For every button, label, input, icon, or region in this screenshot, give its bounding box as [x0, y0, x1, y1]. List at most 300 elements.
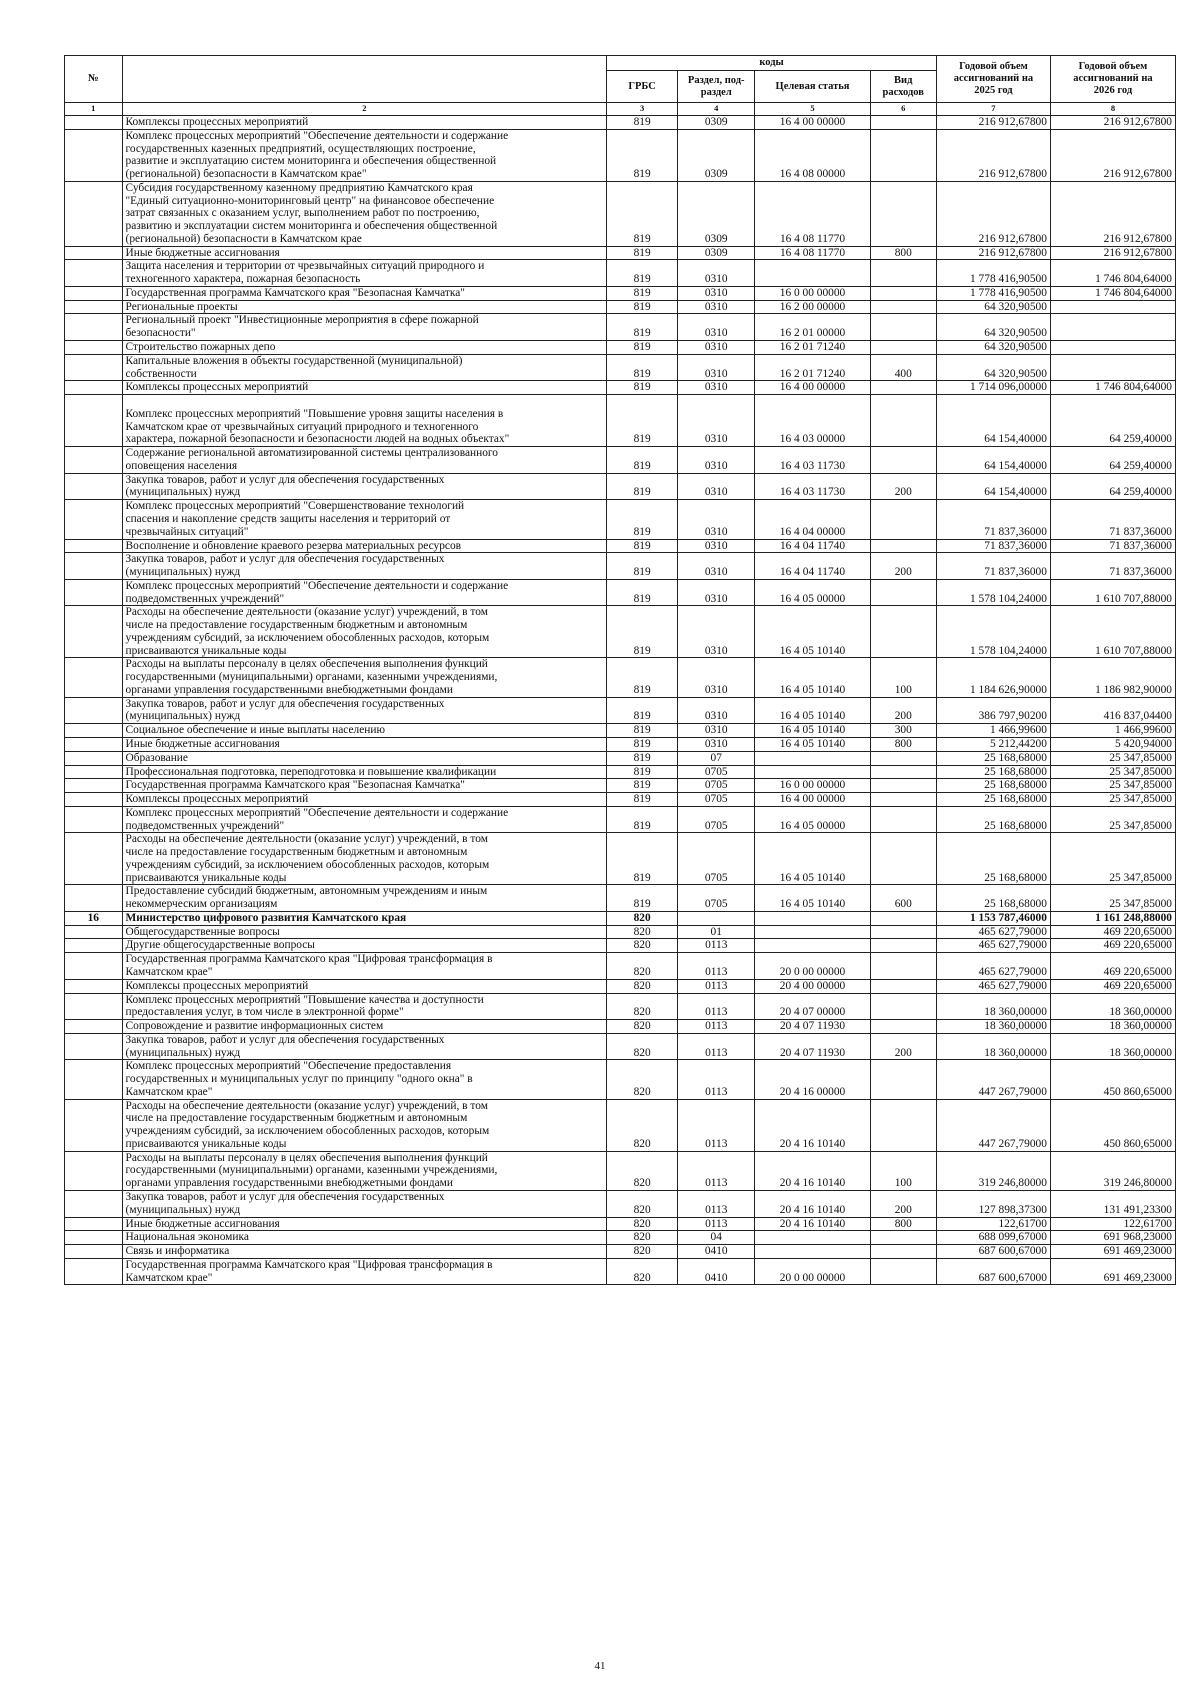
row-value-2026: 1 610 707,88000: [1050, 606, 1175, 658]
row-value-2025: 216 912,67800: [936, 246, 1050, 260]
row-grbs: 819: [607, 885, 678, 912]
row-grbs: 819: [607, 833, 678, 885]
row-grbs: 820: [607, 1099, 678, 1151]
row-target: 16 4 05 10140: [755, 724, 870, 738]
row-target: [755, 765, 870, 779]
row-number: [65, 500, 123, 539]
row-number: [65, 579, 123, 606]
row-name: Комплексы процессных мероприятий: [122, 979, 607, 993]
row-grbs: 819: [607, 500, 678, 539]
table-row: [65, 724, 1176, 738]
table-row: [65, 793, 1176, 807]
row-name: Социальное обеспечение и иные выплаты населению: [122, 724, 607, 738]
row-target: 20 4 07 11930: [755, 1020, 870, 1034]
budget-table: [64, 55, 1176, 1285]
row-grbs: 819: [607, 579, 678, 606]
row-grbs: 820: [607, 925, 678, 939]
table-row: [65, 395, 1176, 447]
row-value-2025: 64 154,40000: [936, 473, 1050, 500]
row-grbs: 820: [607, 1191, 678, 1218]
row-name: Восполнение и обновление краевого резерва материальных ресурсов: [122, 539, 607, 553]
column-index: 2: [122, 103, 607, 116]
row-value-2026: 25 347,85000: [1050, 765, 1175, 779]
row-name: Общегосударственные вопросы: [122, 925, 607, 939]
row-exptype: [870, 381, 936, 395]
row-value-2025: 25 168,68000: [936, 885, 1050, 912]
row-number: [65, 779, 123, 793]
row-value-2026: 71 837,36000: [1050, 500, 1175, 539]
table-row: [65, 979, 1176, 993]
row-section: 0310: [678, 354, 755, 381]
row-value-2025: 687 600,67000: [936, 1258, 1050, 1285]
row-exptype: 200: [870, 473, 936, 500]
row-section: 07: [678, 751, 755, 765]
row-grbs: 820: [607, 939, 678, 953]
row-number: 16: [65, 911, 123, 925]
row-value-2025: 71 837,36000: [936, 553, 1050, 580]
row-value-2025: 216 912,67800: [936, 116, 1050, 130]
row-section: 0310: [678, 341, 755, 355]
row-target: 20 4 16 00000: [755, 1060, 870, 1099]
row-name: Субсидия государственному казенному предприятию Камчатского края "Единый ситуационно-мониторинговый центр" на финансовое обеспечение затрат связанных с оказанием услуг, выполнением работ по построению, развитию и эксплуатации систем мониторинга и обеспечения общественной (региональной) безопасности в Камчатском крае: [122, 181, 607, 246]
row-grbs: 819: [607, 341, 678, 355]
row-grbs: 819: [607, 697, 678, 724]
row-exptype: [870, 925, 936, 939]
row-target: [755, 925, 870, 939]
row-value-2026: 25 347,85000: [1050, 833, 1175, 885]
row-target: 16 2 01 71240: [755, 354, 870, 381]
row-grbs: 819: [607, 765, 678, 779]
row-section: 0310: [678, 300, 755, 314]
table-row: [65, 765, 1176, 779]
row-value-2025: 18 360,00000: [936, 1020, 1050, 1034]
row-number: [65, 925, 123, 939]
row-number: [65, 737, 123, 751]
row-grbs: 820: [607, 911, 678, 925]
row-name: Комплексы процессных мероприятий: [122, 381, 607, 395]
table-row: [65, 737, 1176, 751]
row-target: 16 4 03 00000: [755, 395, 870, 447]
row-target: 16 4 05 10140: [755, 737, 870, 751]
row-section: 0310: [678, 286, 755, 300]
row-grbs: 820: [607, 1151, 678, 1190]
row-exptype: [870, 1258, 936, 1285]
row-target: 20 4 07 11930: [755, 1033, 870, 1060]
row-section: 0310: [678, 395, 755, 447]
row-exptype: [870, 1231, 936, 1245]
row-name: Комплекс процессных мероприятий "Обеспечение деятельности и содержание подведомственных учреждений": [122, 579, 607, 606]
row-target: 16 4 05 00000: [755, 806, 870, 833]
row-name: Иные бюджетные ассигнования: [122, 737, 607, 751]
row-name: Профессиональная подготовка, переподготовка и повышение квалификации: [122, 765, 607, 779]
table-row: [65, 260, 1176, 287]
row-value-2025: 1 184 626,90000: [936, 658, 1050, 697]
row-number: [65, 1060, 123, 1099]
table-row: [65, 1217, 1176, 1231]
row-value-2025: 25 168,68000: [936, 751, 1050, 765]
row-value-2025: 71 837,36000: [936, 500, 1050, 539]
row-exptype: 200: [870, 697, 936, 724]
row-section: 0410: [678, 1245, 755, 1259]
row-number: [65, 129, 123, 181]
row-value-2025: 25 168,68000: [936, 779, 1050, 793]
row-value-2025: 687 600,67000: [936, 1245, 1050, 1259]
row-section: [678, 911, 755, 925]
row-exptype: 600: [870, 885, 936, 912]
row-number: [65, 116, 123, 130]
row-section: 0310: [678, 314, 755, 341]
row-number: [65, 939, 123, 953]
table-row: [65, 697, 1176, 724]
table-row: [65, 1099, 1176, 1151]
table-row: [65, 300, 1176, 314]
table-row: [65, 1191, 1176, 1218]
row-number: [65, 1020, 123, 1034]
row-name: Государственная программа Камчатского края "Цифровая трансформация в Камчатском крае": [122, 953, 607, 980]
row-name: Закупка товаров, работ и услуг для обеспечения государственных (муниципальных) нужд: [122, 1033, 607, 1060]
row-exptype: [870, 939, 936, 953]
table-row: [65, 606, 1176, 658]
row-value-2026: 1 746 804,64000: [1050, 381, 1175, 395]
row-name: Комплекс процессных мероприятий "Совершенствование технологий спасения и накопление средств защиты населения и территорий от чрезвычайных ситуаций": [122, 500, 607, 539]
row-section: 04: [678, 1231, 755, 1245]
row-number: [65, 979, 123, 993]
row-value-2025: 688 099,67000: [936, 1231, 1050, 1245]
table-row: [65, 1231, 1176, 1245]
row-target: 20 0 00 00000: [755, 953, 870, 980]
row-value-2026: 71 837,36000: [1050, 539, 1175, 553]
row-section: 01: [678, 925, 755, 939]
row-section: 0113: [678, 953, 755, 980]
row-name: Закупка товаров, работ и услуг для обеспечения государственных (муниципальных) нужд: [122, 473, 607, 500]
table-row: [65, 447, 1176, 474]
row-value-2025: 18 360,00000: [936, 1033, 1050, 1060]
row-value-2026: 216 912,67800: [1050, 116, 1175, 130]
row-exptype: [870, 953, 936, 980]
row-target: [755, 1231, 870, 1245]
table-row: [65, 925, 1176, 939]
row-name: Закупка товаров, работ и услуг для обеспечения государственных (муниципальных) нужд: [122, 553, 607, 580]
row-value-2026: 122,61700: [1050, 1217, 1175, 1231]
table-row: [65, 953, 1176, 980]
column-index: 6: [870, 103, 936, 116]
row-section: 0310: [678, 724, 755, 738]
row-target: 16 2 01 71240: [755, 341, 870, 355]
row-value-2026: 18 360,00000: [1050, 1033, 1175, 1060]
row-name: Предоставление субсидий бюджетным, автономным учреждениям и иным некоммерческим организациям: [122, 885, 607, 912]
row-section: 0113: [678, 939, 755, 953]
row-number: [65, 539, 123, 553]
row-number: [65, 751, 123, 765]
row-value-2026: 25 347,85000: [1050, 885, 1175, 912]
row-section: 0113: [678, 993, 755, 1020]
row-target: 16 2 00 00000: [755, 300, 870, 314]
row-section: 0113: [678, 1151, 755, 1190]
table-row: [65, 1060, 1176, 1099]
row-exptype: [870, 1099, 936, 1151]
row-value-2026: 469 220,65000: [1050, 939, 1175, 953]
row-number: [65, 885, 123, 912]
page-number: 41: [594, 1660, 606, 1672]
row-exptype: [870, 911, 936, 925]
row-target: 16 4 04 11740: [755, 539, 870, 553]
row-exptype: [870, 993, 936, 1020]
row-section: 0310: [678, 447, 755, 474]
row-grbs: 819: [607, 724, 678, 738]
row-section: 0309: [678, 116, 755, 130]
row-value-2025: 1 714 096,00000: [936, 381, 1050, 395]
row-number: [65, 953, 123, 980]
row-value-2026: 450 860,65000: [1050, 1060, 1175, 1099]
column-index-row: [65, 103, 1176, 116]
row-exptype: [870, 793, 936, 807]
table-row: [65, 1151, 1176, 1190]
row-name: Национальная экономика: [122, 1231, 607, 1245]
row-number: [65, 300, 123, 314]
row-grbs: 819: [607, 381, 678, 395]
row-name: Региональный проект "Инвестиционные мероприятия в сфере пожарной безопасности": [122, 314, 607, 341]
row-grbs: 819: [607, 658, 678, 697]
row-target: 20 4 16 10140: [755, 1099, 870, 1151]
column-index: 7: [936, 103, 1050, 116]
row-target: [755, 1245, 870, 1259]
row-value-2026: 64 259,40000: [1050, 473, 1175, 500]
row-section: 0309: [678, 181, 755, 246]
row-target: 16 4 03 11730: [755, 473, 870, 500]
row-exptype: [870, 286, 936, 300]
table-row: [65, 181, 1176, 246]
row-name: Связь и информатика: [122, 1245, 607, 1259]
row-grbs: 819: [607, 806, 678, 833]
row-grbs: 820: [607, 1245, 678, 1259]
row-exptype: [870, 779, 936, 793]
row-section: 0113: [678, 1191, 755, 1218]
row-section: 0309: [678, 129, 755, 181]
row-value-2026: 18 360,00000: [1050, 1020, 1175, 1034]
row-grbs: 820: [607, 1060, 678, 1099]
table-row: [65, 553, 1176, 580]
row-target: 20 4 07 00000: [755, 993, 870, 1020]
row-target: 20 4 00 00000: [755, 979, 870, 993]
row-exptype: 200: [870, 1191, 936, 1218]
row-section: 0113: [678, 1060, 755, 1099]
row-number: [65, 1151, 123, 1190]
table-row: [65, 806, 1176, 833]
row-grbs: 819: [607, 539, 678, 553]
row-number: [65, 246, 123, 260]
table-row: [65, 341, 1176, 355]
row-target: 16 0 00 00000: [755, 779, 870, 793]
row-value-2025: 1 466,99600: [936, 724, 1050, 738]
row-target: 16 0 00 00000: [755, 286, 870, 300]
row-name: Государственная программа Камчатского края "Цифровая трансформация в Камчатском крае": [122, 1258, 607, 1285]
row-exptype: 100: [870, 658, 936, 697]
row-value-2025: 465 627,79000: [936, 979, 1050, 993]
table-row: [65, 314, 1176, 341]
row-value-2025: 122,61700: [936, 1217, 1050, 1231]
row-grbs: 819: [607, 260, 678, 287]
row-grbs: 819: [607, 779, 678, 793]
row-number: [65, 1231, 123, 1245]
row-exptype: 100: [870, 1151, 936, 1190]
row-number: [65, 833, 123, 885]
row-name: Государственная программа Камчатского края "Безопасная Камчатка": [122, 286, 607, 300]
row-value-2026: 216 912,67800: [1050, 246, 1175, 260]
row-value-2026: 691 469,23000: [1050, 1245, 1175, 1259]
row-value-2026: 25 347,85000: [1050, 793, 1175, 807]
table-row: [65, 500, 1176, 539]
row-number: [65, 806, 123, 833]
table-header: [65, 56, 1176, 116]
row-grbs: 819: [607, 793, 678, 807]
row-section: 0705: [678, 765, 755, 779]
row-value-2025: 1 578 104,24000: [936, 579, 1050, 606]
row-target: 16 4 05 10140: [755, 697, 870, 724]
row-section: 0705: [678, 806, 755, 833]
table-row: [65, 833, 1176, 885]
table-row: [65, 911, 1176, 925]
row-exptype: [870, 806, 936, 833]
row-target: 16 4 04 00000: [755, 500, 870, 539]
row-section: 0705: [678, 833, 755, 885]
table-row: [65, 1245, 1176, 1259]
row-value-2026: 691 968,23000: [1050, 1231, 1175, 1245]
row-section: 0113: [678, 1099, 755, 1151]
row-name: Расходы на выплаты персоналу в целях обеспечения выполнения функций государственными (муниципальными) органами, казенными учреждениями, органами управления государственными внебюджетными фондами: [122, 1151, 607, 1190]
row-target: 16 4 03 11730: [755, 447, 870, 474]
row-value-2026: 216 912,67800: [1050, 129, 1175, 181]
row-section: 0113: [678, 1033, 755, 1060]
row-name: Закупка товаров, работ и услуг для обеспечения государственных (муниципальных) нужд: [122, 1191, 607, 1218]
row-name: Региональные проекты: [122, 300, 607, 314]
row-grbs: 819: [607, 181, 678, 246]
table-row: [65, 354, 1176, 381]
header-2026: Годовой объем ассигнований на 2026 год: [1050, 56, 1175, 103]
row-exptype: 400: [870, 354, 936, 381]
row-target: 20 0 00 00000: [755, 1258, 870, 1285]
header-section: Раздел, под- раздел: [678, 71, 755, 103]
table-row: [65, 539, 1176, 553]
table-row: [65, 939, 1176, 953]
row-exptype: 800: [870, 246, 936, 260]
table-row: [65, 116, 1176, 130]
row-name: Образование: [122, 751, 607, 765]
row-target: 16 4 08 11770: [755, 246, 870, 260]
row-section: 0113: [678, 979, 755, 993]
header-2025: Годовой объем ассигнований на 2025 год: [936, 56, 1050, 103]
row-exptype: [870, 833, 936, 885]
row-section: 0309: [678, 246, 755, 260]
row-number: [65, 473, 123, 500]
row-value-2025: 25 168,68000: [936, 833, 1050, 885]
row-value-2026: 1 746 804,64000: [1050, 260, 1175, 287]
row-value-2026: 416 837,04400: [1050, 697, 1175, 724]
row-value-2025: 1 578 104,24000: [936, 606, 1050, 658]
row-target: 16 4 00 00000: [755, 381, 870, 395]
column-index: 8: [1050, 103, 1175, 116]
table-row: [65, 129, 1176, 181]
row-section: 0310: [678, 737, 755, 751]
row-value-2026: 64 259,40000: [1050, 395, 1175, 447]
row-name: Комплекс процессных мероприятий "Повышение качества и доступности предоставления услуг, в том числе в электронной форме": [122, 993, 607, 1020]
row-target: 20 4 16 10140: [755, 1151, 870, 1190]
row-name: Капитальные вложения в объекты государственной (муниципальной) собственности: [122, 354, 607, 381]
row-exptype: [870, 300, 936, 314]
row-number: [65, 354, 123, 381]
row-section: 0410: [678, 1258, 755, 1285]
row-value-2026: 71 837,36000: [1050, 553, 1175, 580]
row-value-2025: 319 246,80000: [936, 1151, 1050, 1190]
row-name: Закупка товаров, работ и услуг для обеспечения государственных (муниципальных) нужд: [122, 697, 607, 724]
row-value-2026: [1050, 300, 1175, 314]
row-exptype: 200: [870, 553, 936, 580]
row-value-2025: 64 320,90500: [936, 341, 1050, 355]
row-section: 0310: [678, 539, 755, 553]
row-exptype: [870, 447, 936, 474]
row-exptype: [870, 129, 936, 181]
row-value-2026: [1050, 341, 1175, 355]
header-name: [122, 56, 607, 103]
row-name: Расходы на обеспечение деятельности (оказание услуг) учреждений, в том числе на предоставление государственным бюджетным и автономным учреждениям субсидий, за исключением обособленных расходов, которым присваиваются уникальные коды: [122, 833, 607, 885]
row-grbs: 820: [607, 953, 678, 980]
row-value-2025: 18 360,00000: [936, 993, 1050, 1020]
row-value-2026: 216 912,67800: [1050, 181, 1175, 246]
row-value-2026: 1 161 248,88000: [1050, 911, 1175, 925]
row-section: 0310: [678, 553, 755, 580]
row-value-2026: [1050, 354, 1175, 381]
header-grbs: ГРБС: [607, 71, 678, 103]
column-index: 4: [678, 103, 755, 116]
row-grbs: 820: [607, 1258, 678, 1285]
row-grbs: 820: [607, 1231, 678, 1245]
row-value-2026: 25 347,85000: [1050, 779, 1175, 793]
row-number: [65, 993, 123, 1020]
table-row: [65, 779, 1176, 793]
row-target: 16 4 08 00000: [755, 129, 870, 181]
row-grbs: 819: [607, 300, 678, 314]
table-body: [65, 116, 1176, 1285]
row-section: 0113: [678, 1020, 755, 1034]
row-value-2026: 5 420,94000: [1050, 737, 1175, 751]
row-name: Государственная программа Камчатского края "Безопасная Камчатка": [122, 779, 607, 793]
table-row: [65, 1033, 1176, 1060]
row-target: 16 4 00 00000: [755, 793, 870, 807]
row-name: Расходы на обеспечение деятельности (оказание услуг) учреждений, в том числе на предоставление государственным бюджетным и автономным учреждениям субсидий, за исключением обособленных расходов, которым присваиваются уникальные коды: [122, 1099, 607, 1151]
row-exptype: 800: [870, 1217, 936, 1231]
table-row: [65, 885, 1176, 912]
row-exptype: 200: [870, 1033, 936, 1060]
row-section: 0705: [678, 885, 755, 912]
row-value-2025: 1 153 787,46000: [936, 911, 1050, 925]
row-number: [65, 1033, 123, 1060]
table-row: [65, 993, 1176, 1020]
row-target: [755, 939, 870, 953]
row-exptype: [870, 500, 936, 539]
row-number: [65, 724, 123, 738]
row-name: Расходы на обеспечение деятельности (оказание услуг) учреждений, в том числе на предоставление государственным бюджетным и автономным учреждениям субсидий, за исключением обособленных расходов, которым присваиваются уникальные коды: [122, 606, 607, 658]
row-target: 16 4 05 10140: [755, 833, 870, 885]
row-number: [65, 341, 123, 355]
row-name: Комплекс процессных мероприятий "Повышение уровня защиты населения в Камчатском крае от чрезвычайных ситуаций природного и техногенного характера, пожарной безопасности и безопасности людей на водных объектах": [122, 395, 607, 447]
row-value-2025: 64 320,90500: [936, 314, 1050, 341]
row-name: Защита населения и территории от чрезвычайных ситуаций природного и техногенного характера, пожарная безопасность: [122, 260, 607, 287]
row-value-2026: 64 259,40000: [1050, 447, 1175, 474]
row-value-2026: 1 746 804,64000: [1050, 286, 1175, 300]
row-number: [65, 395, 123, 447]
row-name: Сопровождение и развитие информационных систем: [122, 1020, 607, 1034]
row-target: [755, 751, 870, 765]
row-grbs: 819: [607, 286, 678, 300]
